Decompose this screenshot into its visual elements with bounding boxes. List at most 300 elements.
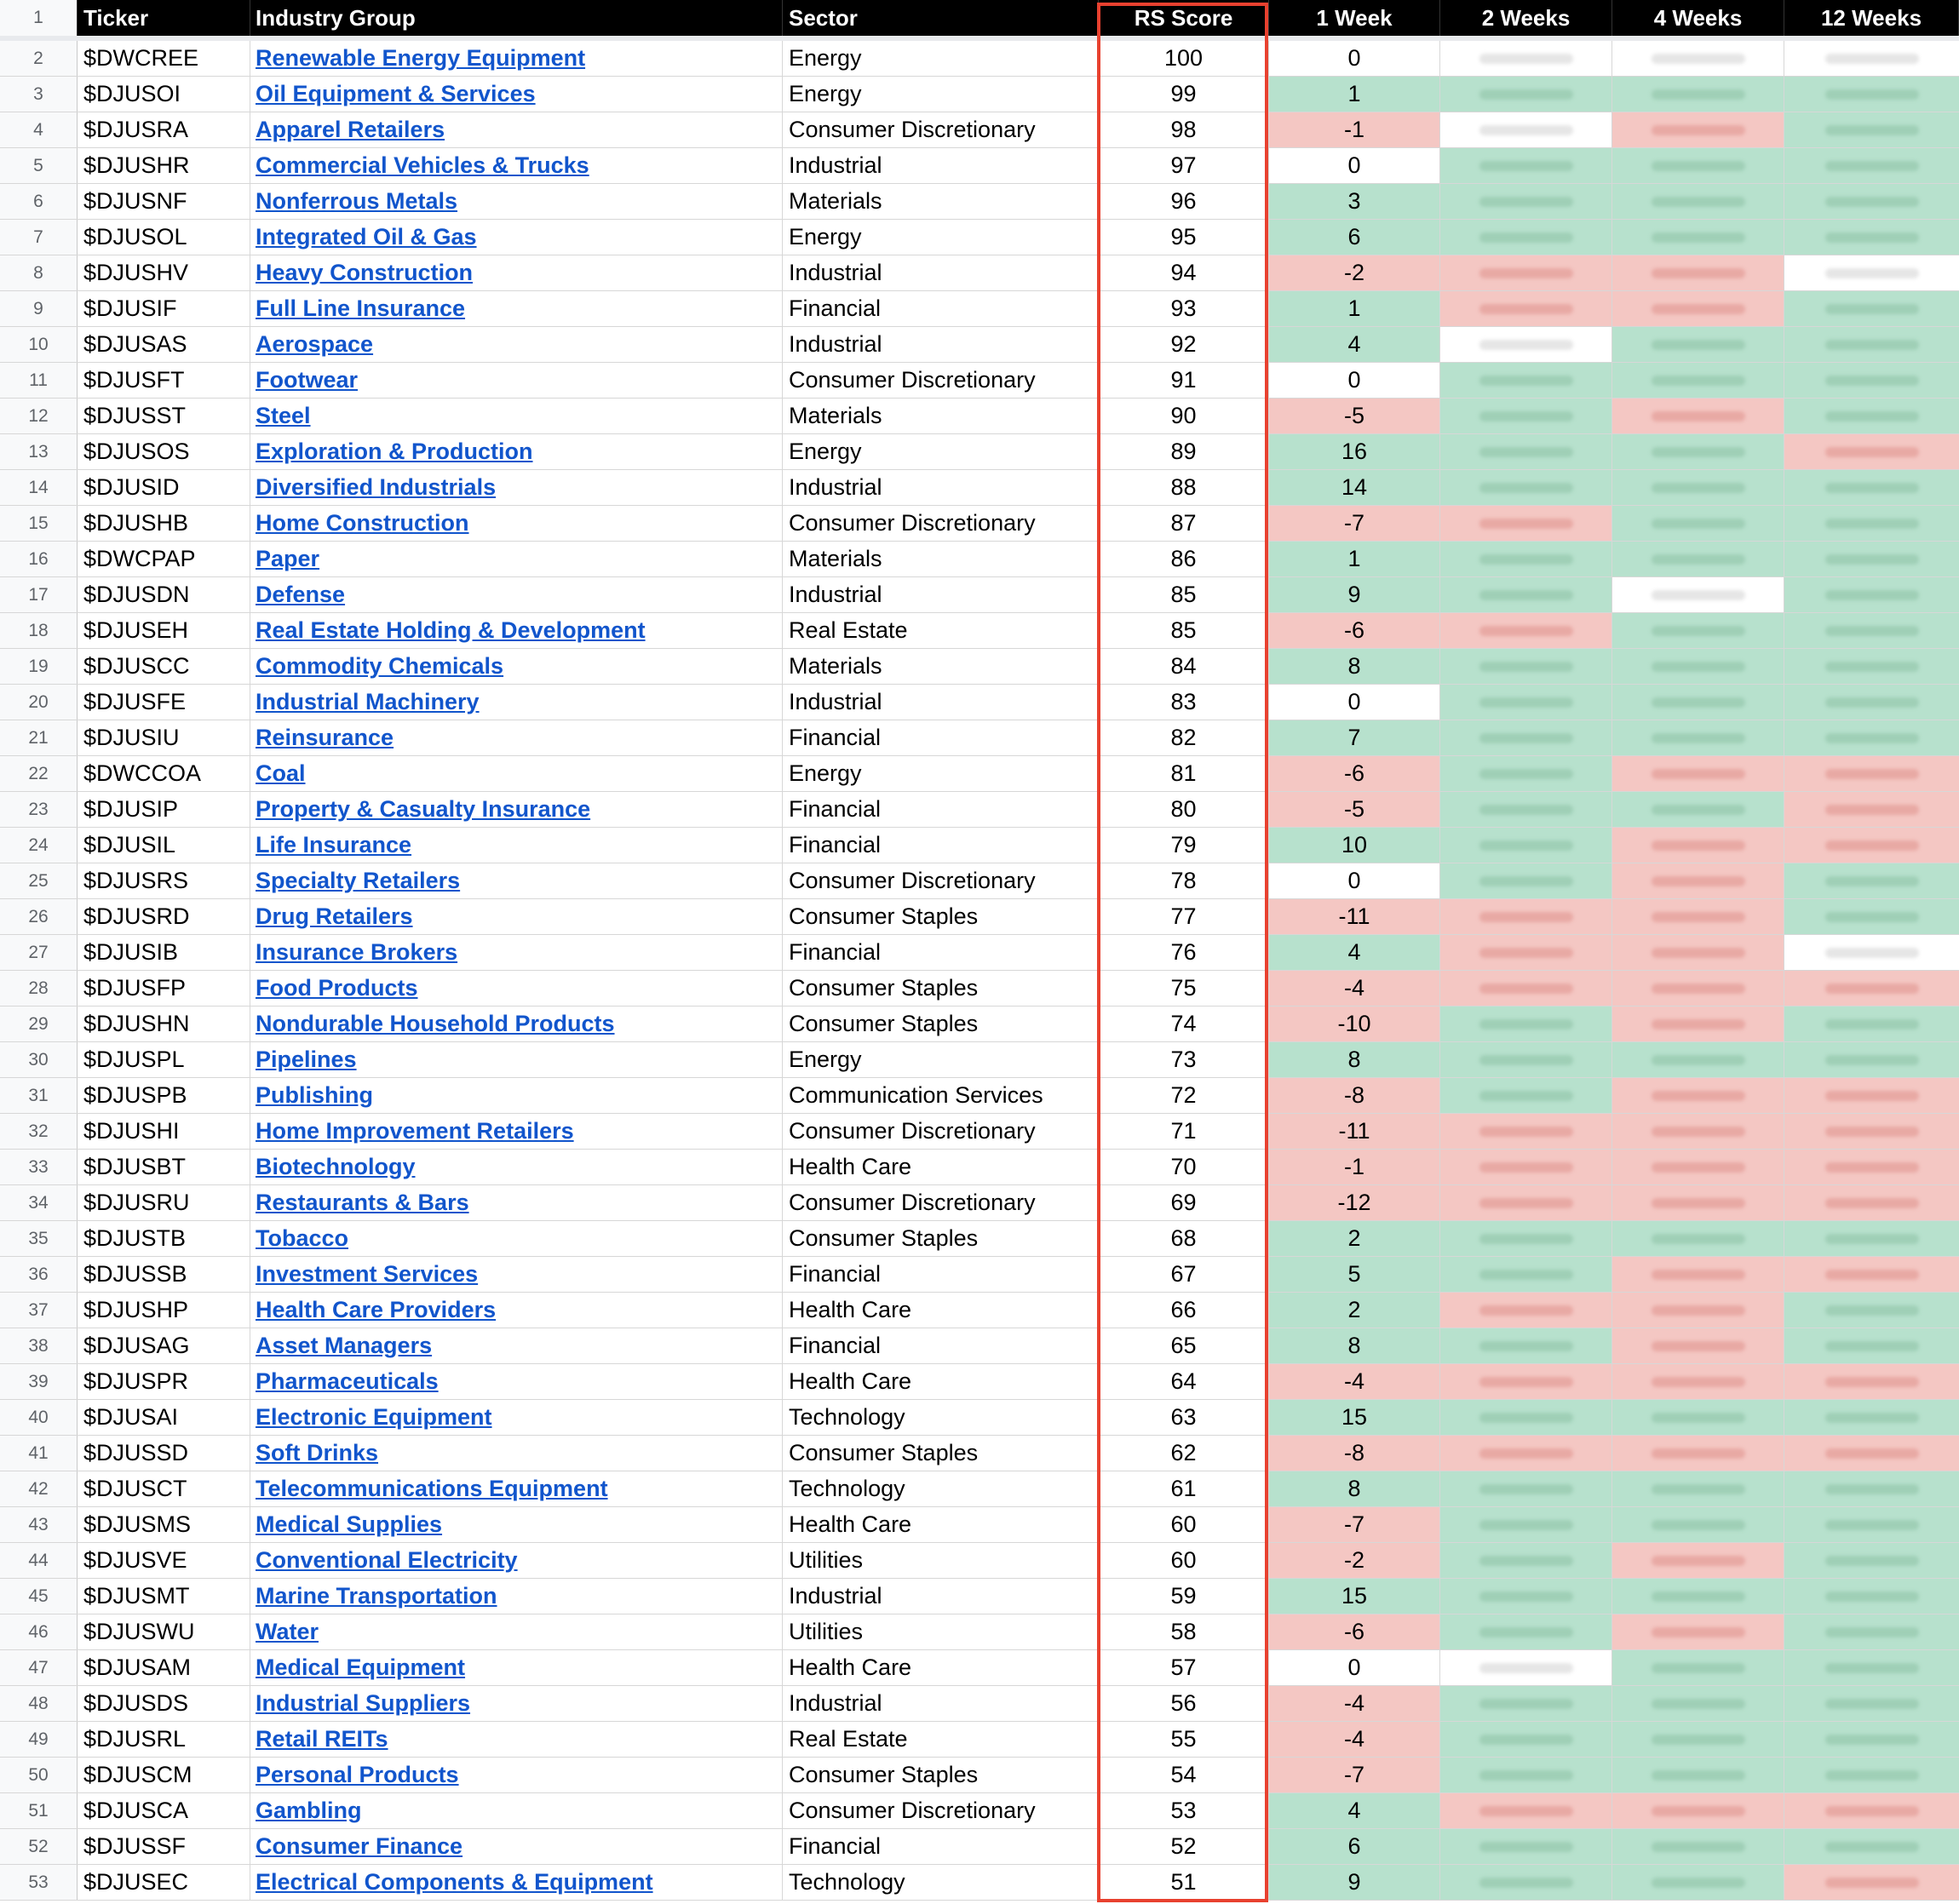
weeks-4-change-cell[interactable] [1612, 613, 1784, 648]
week-1-change-cell[interactable]: 0 [1269, 685, 1440, 720]
weeks-4-change-cell[interactable] [1612, 1257, 1784, 1292]
ticker-cell[interactable]: $DJUSEH [78, 613, 250, 648]
industry-group-cell[interactable] [250, 1758, 783, 1792]
rs-score-cell[interactable]: 60 [1099, 1507, 1269, 1542]
week-1-change-cell[interactable]: 0 [1269, 148, 1440, 183]
sector-cell[interactable]: Financial [783, 792, 1099, 827]
rs-score-cell[interactable]: 76 [1099, 935, 1269, 970]
industry-group-cell[interactable] [250, 1042, 783, 1077]
industry-group-link[interactable]: Commodity Chemicals [256, 653, 504, 679]
industry-group-link[interactable]: Food Products [256, 975, 418, 1001]
rs-score-cell[interactable]: 72 [1099, 1078, 1269, 1113]
weeks-2-change-cell[interactable] [1440, 1865, 1612, 1900]
sector-cell[interactable]: Industrial [783, 148, 1099, 183]
rs-score-cell[interactable]: 67 [1099, 1257, 1269, 1292]
ticker-cell[interactable]: $DJUSSF [78, 1829, 250, 1864]
weeks-4-change-cell[interactable] [1612, 1150, 1784, 1184]
weeks-2-change-cell[interactable] [1440, 1006, 1612, 1041]
row-number[interactable]: 37 [0, 1293, 78, 1328]
weeks-4-change-cell[interactable] [1612, 399, 1784, 433]
weeks-4-change-cell[interactable] [1612, 1865, 1784, 1900]
row-number[interactable]: 30 [0, 1042, 78, 1077]
industry-group-link[interactable]: Oil Equipment & Services [256, 81, 536, 106]
industry-group-link[interactable]: Conventional Electricity [256, 1547, 518, 1573]
weeks-4-change-cell[interactable] [1612, 1293, 1784, 1328]
weeks-12-change-cell[interactable] [1784, 399, 1959, 433]
row-number[interactable]: 46 [0, 1614, 78, 1649]
weeks-4-change-cell[interactable] [1612, 720, 1784, 755]
weeks-4-change-cell[interactable] [1612, 1078, 1784, 1113]
ticker-cell[interactable]: $DJUSHP [78, 1293, 250, 1328]
ticker-cell[interactable]: $DJUSNF [78, 184, 250, 219]
industry-group-cell[interactable] [250, 506, 783, 541]
week-1-change-cell[interactable]: 4 [1269, 327, 1440, 362]
weeks-4-change-cell[interactable] [1612, 863, 1784, 898]
industry-group-link[interactable]: Retail REITs [256, 1726, 388, 1752]
week-1-change-cell[interactable]: 8 [1269, 1042, 1440, 1077]
row-number[interactable]: 12 [0, 399, 78, 433]
sector-cell[interactable]: Financial [783, 720, 1099, 755]
weeks-2-change-cell[interactable] [1440, 613, 1612, 648]
sector-cell[interactable]: Technology [783, 1471, 1099, 1506]
industry-group-cell[interactable] [250, 470, 783, 505]
industry-group-cell[interactable] [250, 220, 783, 255]
ticker-cell[interactable]: $DJUSIU [78, 720, 250, 755]
weeks-4-change-cell[interactable] [1612, 1400, 1784, 1435]
industry-group-link[interactable]: Defense [256, 582, 346, 607]
weeks-4-change-cell[interactable] [1612, 1507, 1784, 1542]
weeks-4-change-cell[interactable] [1612, 77, 1784, 112]
industry-group-cell[interactable] [250, 363, 783, 398]
sector-cell[interactable]: Materials [783, 184, 1099, 219]
rs-score-cell[interactable]: 86 [1099, 542, 1269, 576]
industry-group-link[interactable]: Integrated Oil & Gas [256, 224, 477, 249]
weeks-12-change-cell[interactable] [1784, 1829, 1959, 1864]
industry-group-cell[interactable] [250, 1150, 783, 1184]
industry-group-cell[interactable] [250, 255, 783, 290]
sector-cell[interactable]: Materials [783, 649, 1099, 684]
weeks-4-change-cell[interactable] [1612, 1758, 1784, 1792]
row-number[interactable]: 32 [0, 1114, 78, 1149]
weeks-4-change-cell[interactable] [1612, 1614, 1784, 1649]
weeks-2-change-cell[interactable] [1440, 255, 1612, 290]
industry-group-cell[interactable] [250, 971, 783, 1006]
industry-group-link[interactable]: Aerospace [256, 331, 374, 357]
industry-group-cell[interactable] [250, 77, 783, 112]
weeks-2-change-cell[interactable] [1440, 1650, 1612, 1685]
weeks-12-change-cell[interactable] [1784, 720, 1959, 755]
week-1-change-cell[interactable]: 1 [1269, 77, 1440, 112]
week-1-change-cell[interactable]: -11 [1269, 1114, 1440, 1149]
week-1-change-cell[interactable]: 0 [1269, 863, 1440, 898]
ticker-cell[interactable]: $DJUSST [78, 399, 250, 433]
weeks-4-change-cell[interactable] [1612, 220, 1784, 255]
industry-group-cell[interactable] [250, 1078, 783, 1113]
weeks-4-change-cell[interactable] [1612, 828, 1784, 863]
row-number[interactable]: 14 [0, 470, 78, 505]
row-number[interactable]: 13 [0, 434, 78, 469]
sector-cell[interactable]: Health Care [783, 1293, 1099, 1328]
ticker-cell[interactable]: $DJUSHI [78, 1114, 250, 1149]
weeks-12-change-cell[interactable] [1784, 1436, 1959, 1471]
weeks-12-change-cell[interactable] [1784, 184, 1959, 219]
weeks-2-change-cell[interactable] [1440, 506, 1612, 541]
sector-cell[interactable]: Industrial [783, 1579, 1099, 1614]
sector-cell[interactable]: Energy [783, 434, 1099, 469]
weeks-2-change-cell[interactable] [1440, 1436, 1612, 1471]
ticker-cell[interactable]: $DJUSCM [78, 1758, 250, 1792]
industry-group-cell[interactable] [250, 1543, 783, 1578]
week-1-change-cell[interactable]: 2 [1269, 1221, 1440, 1256]
rs-score-cell[interactable]: 85 [1099, 577, 1269, 612]
weeks-2-change-cell[interactable] [1440, 971, 1612, 1006]
industry-group-link[interactable]: Telecommunications Equipment [256, 1476, 608, 1501]
industry-group-link[interactable]: Industrial Suppliers [256, 1690, 471, 1716]
row-number[interactable]: 24 [0, 828, 78, 863]
industry-group-cell[interactable] [250, 685, 783, 720]
row-number[interactable]: 49 [0, 1722, 78, 1757]
weeks-12-change-cell[interactable] [1784, 255, 1959, 290]
weeks-4-change-cell[interactable] [1612, 1042, 1784, 1077]
rs-score-cell[interactable]: 52 [1099, 1829, 1269, 1864]
weeks-2-change-cell[interactable] [1440, 148, 1612, 183]
row-number[interactable]: 38 [0, 1328, 78, 1363]
industry-group-link[interactable]: Home Construction [256, 510, 469, 536]
weeks-12-change-cell[interactable] [1784, 1865, 1959, 1900]
ticker-cell[interactable]: $DJUSIP [78, 792, 250, 827]
industry-group-cell[interactable] [250, 1650, 783, 1685]
ticker-cell[interactable]: $DJUSIF [78, 291, 250, 326]
week-1-change-cell[interactable]: 15 [1269, 1579, 1440, 1614]
sector-cell[interactable]: Consumer Discretionary [783, 1114, 1099, 1149]
industry-group-link[interactable]: Tobacco [256, 1225, 349, 1251]
row-number[interactable]: 47 [0, 1650, 78, 1685]
industry-group-cell[interactable] [250, 41, 783, 76]
weeks-12-change-cell[interactable] [1784, 863, 1959, 898]
rs-score-cell[interactable]: 98 [1099, 112, 1269, 147]
weeks-4-change-cell[interactable] [1612, 148, 1784, 183]
industry-group-cell[interactable] [250, 577, 783, 612]
ticker-cell[interactable]: $DJUSDN [78, 577, 250, 612]
weeks-2-change-cell[interactable] [1440, 828, 1612, 863]
ticker-cell[interactable]: $DJUSDS [78, 1686, 250, 1721]
industry-group-cell[interactable] [250, 112, 783, 147]
weeks-12-change-cell[interactable] [1784, 291, 1959, 326]
rs-score-cell[interactable]: 60 [1099, 1543, 1269, 1578]
weeks-4-change-cell[interactable] [1612, 1471, 1784, 1506]
weeks-4-change-cell[interactable] [1612, 184, 1784, 219]
weeks-4-change-cell[interactable] [1612, 1221, 1784, 1256]
row-number[interactable]: 45 [0, 1579, 78, 1614]
column-header-4-weeks[interactable]: 4 Weeks [1612, 0, 1784, 36]
ticker-cell[interactable]: $DJUSMT [78, 1579, 250, 1614]
row-number[interactable]: 27 [0, 935, 78, 970]
rs-score-cell[interactable]: 62 [1099, 1436, 1269, 1471]
weeks-4-change-cell[interactable] [1612, 1722, 1784, 1757]
rs-score-cell[interactable]: 57 [1099, 1650, 1269, 1685]
weeks-2-change-cell[interactable] [1440, 1829, 1612, 1864]
weeks-4-change-cell[interactable] [1612, 1829, 1784, 1864]
rs-score-cell[interactable]: 75 [1099, 971, 1269, 1006]
weeks-2-change-cell[interactable] [1440, 649, 1612, 684]
week-1-change-cell[interactable]: -6 [1269, 1614, 1440, 1649]
industry-group-link[interactable]: Home Improvement Retailers [256, 1118, 574, 1144]
week-1-change-cell[interactable]: -8 [1269, 1078, 1440, 1113]
row-number[interactable]: 21 [0, 720, 78, 755]
week-1-change-cell[interactable]: -7 [1269, 1507, 1440, 1542]
industry-group-link[interactable]: Nonferrous Metals [256, 188, 458, 214]
rs-score-cell[interactable]: 64 [1099, 1364, 1269, 1399]
sector-cell[interactable]: Consumer Staples [783, 1006, 1099, 1041]
industry-group-cell[interactable] [250, 291, 783, 326]
industry-group-cell[interactable] [250, 649, 783, 684]
week-1-change-cell[interactable]: -4 [1269, 1364, 1440, 1399]
ticker-cell[interactable]: $DJUSPL [78, 1042, 250, 1077]
row-number[interactable]: 35 [0, 1221, 78, 1256]
industry-group-cell[interactable] [250, 1114, 783, 1149]
weeks-4-change-cell[interactable] [1612, 291, 1784, 326]
industry-group-link[interactable]: Specialty Retailers [256, 868, 461, 893]
weeks-12-change-cell[interactable] [1784, 1185, 1959, 1220]
weeks-2-change-cell[interactable] [1440, 542, 1612, 576]
ticker-cell[interactable]: $DJUSFP [78, 971, 250, 1006]
week-1-change-cell[interactable]: 0 [1269, 41, 1440, 76]
ticker-cell[interactable]: $DJUSIL [78, 828, 250, 863]
weeks-2-change-cell[interactable] [1440, 327, 1612, 362]
rs-score-cell[interactable]: 78 [1099, 863, 1269, 898]
industry-group-link[interactable]: Coal [256, 760, 306, 786]
industry-group-cell[interactable] [250, 1614, 783, 1649]
week-1-change-cell[interactable]: -2 [1269, 1543, 1440, 1578]
industry-group-link[interactable]: Industrial Machinery [256, 689, 480, 714]
weeks-4-change-cell[interactable] [1612, 756, 1784, 791]
weeks-4-change-cell[interactable] [1612, 434, 1784, 469]
weeks-12-change-cell[interactable] [1784, 327, 1959, 362]
ticker-cell[interactable]: $DWCCOA [78, 756, 250, 791]
row-number[interactable]: 52 [0, 1829, 78, 1864]
industry-group-link[interactable]: Reinsurance [256, 725, 394, 750]
weeks-12-change-cell[interactable] [1784, 1006, 1959, 1041]
sector-cell[interactable]: Health Care [783, 1364, 1099, 1399]
industry-group-link[interactable]: Gambling [256, 1798, 362, 1823]
industry-group-cell[interactable] [250, 1722, 783, 1757]
sector-cell[interactable]: Utilities [783, 1543, 1099, 1578]
industry-group-link[interactable]: Footwear [256, 367, 359, 393]
rs-score-cell[interactable]: 99 [1099, 77, 1269, 112]
ticker-cell[interactable]: $DJUSHN [78, 1006, 250, 1041]
industry-group-link[interactable]: Medical Supplies [256, 1511, 443, 1537]
ticker-cell[interactable]: $DJUSAM [78, 1650, 250, 1685]
industry-group-link[interactable]: Property & Casualty Insurance [256, 796, 591, 822]
week-1-change-cell[interactable]: -6 [1269, 756, 1440, 791]
weeks-2-change-cell[interactable] [1440, 1042, 1612, 1077]
row-number[interactable]: 43 [0, 1507, 78, 1542]
week-1-change-cell[interactable]: 4 [1269, 935, 1440, 970]
weeks-2-change-cell[interactable] [1440, 184, 1612, 219]
sector-cell[interactable]: Consumer Staples [783, 1221, 1099, 1256]
week-1-change-cell[interactable]: -7 [1269, 1758, 1440, 1792]
weeks-2-change-cell[interactable] [1440, 1758, 1612, 1792]
sector-cell[interactable]: Consumer Staples [783, 1436, 1099, 1471]
weeks-12-change-cell[interactable] [1784, 649, 1959, 684]
industry-group-cell[interactable] [250, 1257, 783, 1292]
industry-group-link[interactable]: Soft Drinks [256, 1440, 379, 1465]
industry-group-cell[interactable] [250, 1471, 783, 1506]
industry-group-cell[interactable] [250, 1328, 783, 1363]
column-header-12-weeks[interactable]: 12 Weeks [1784, 0, 1959, 36]
row-number[interactable]: 39 [0, 1364, 78, 1399]
sector-cell[interactable]: Consumer Discretionary [783, 1793, 1099, 1828]
week-1-change-cell[interactable]: 8 [1269, 1471, 1440, 1506]
ticker-cell[interactable]: $DJUSRD [78, 899, 250, 934]
row-number[interactable]: 50 [0, 1758, 78, 1792]
sector-cell[interactable]: Financial [783, 291, 1099, 326]
week-1-change-cell[interactable]: -1 [1269, 1150, 1440, 1184]
weeks-4-change-cell[interactable] [1612, 649, 1784, 684]
sector-cell[interactable]: Consumer Staples [783, 1758, 1099, 1792]
industry-group-link[interactable]: Marine Transportation [256, 1583, 497, 1609]
weeks-2-change-cell[interactable] [1440, 41, 1612, 76]
weeks-2-change-cell[interactable] [1440, 935, 1612, 970]
weeks-4-change-cell[interactable] [1612, 506, 1784, 541]
sector-cell[interactable]: Financial [783, 1829, 1099, 1864]
industry-group-cell[interactable] [250, 327, 783, 362]
row-number[interactable]: 48 [0, 1686, 78, 1721]
industry-group-cell[interactable] [250, 792, 783, 827]
industry-group-cell[interactable] [250, 1185, 783, 1220]
industry-group-link[interactable]: Insurance Brokers [256, 939, 458, 965]
sector-cell[interactable]: Industrial [783, 685, 1099, 720]
weeks-4-change-cell[interactable] [1612, 1543, 1784, 1578]
row-number[interactable]: 9 [0, 291, 78, 326]
industry-group-link[interactable]: Pipelines [256, 1047, 357, 1072]
industry-group-cell[interactable] [250, 1293, 783, 1328]
industry-group-cell[interactable] [250, 756, 783, 791]
weeks-4-change-cell[interactable] [1612, 363, 1784, 398]
week-1-change-cell[interactable]: -2 [1269, 255, 1440, 290]
industry-group-cell[interactable] [250, 899, 783, 934]
weeks-12-change-cell[interactable] [1784, 1078, 1959, 1113]
rs-score-cell[interactable]: 79 [1099, 828, 1269, 863]
weeks-2-change-cell[interactable] [1440, 1722, 1612, 1757]
rs-score-cell[interactable]: 90 [1099, 399, 1269, 433]
industry-group-link[interactable]: Health Care Providers [256, 1297, 497, 1322]
sector-cell[interactable]: Real Estate [783, 1722, 1099, 1757]
sector-cell[interactable]: Consumer Staples [783, 899, 1099, 934]
weeks-12-change-cell[interactable] [1784, 828, 1959, 863]
weeks-2-change-cell[interactable] [1440, 1400, 1612, 1435]
ticker-cell[interactable]: $DJUSID [78, 470, 250, 505]
sector-cell[interactable]: Financial [783, 1328, 1099, 1363]
industry-group-link[interactable]: Asset Managers [256, 1333, 433, 1358]
rs-score-cell[interactable]: 96 [1099, 184, 1269, 219]
weeks-12-change-cell[interactable] [1784, 542, 1959, 576]
ticker-cell[interactable]: $DJUSHV [78, 255, 250, 290]
industry-group-cell[interactable] [250, 1400, 783, 1435]
row-number[interactable]: 51 [0, 1793, 78, 1828]
row-number[interactable]: 34 [0, 1185, 78, 1220]
industry-group-cell[interactable] [250, 1865, 783, 1900]
industry-group-cell[interactable] [250, 1364, 783, 1399]
week-1-change-cell[interactable]: -4 [1269, 1686, 1440, 1721]
weeks-12-change-cell[interactable] [1784, 1507, 1959, 1542]
ticker-cell[interactable]: $DJUSOS [78, 434, 250, 469]
weeks-2-change-cell[interactable] [1440, 1471, 1612, 1506]
sector-cell[interactable]: Industrial [783, 577, 1099, 612]
ticker-cell[interactable]: $DJUSBT [78, 1150, 250, 1184]
sector-cell[interactable]: Industrial [783, 470, 1099, 505]
rs-score-cell[interactable]: 94 [1099, 255, 1269, 290]
column-header-rs-score[interactable]: RS Score [1099, 0, 1269, 36]
rs-score-cell[interactable]: 70 [1099, 1150, 1269, 1184]
industry-group-link[interactable]: Real Estate Holding & Development [256, 617, 646, 643]
rs-score-cell[interactable]: 58 [1099, 1614, 1269, 1649]
row-number[interactable]: 2 [0, 41, 78, 76]
row-number[interactable]: 22 [0, 756, 78, 791]
weeks-4-change-cell[interactable] [1612, 899, 1784, 934]
weeks-12-change-cell[interactable] [1784, 613, 1959, 648]
weeks-4-change-cell[interactable] [1612, 577, 1784, 612]
ticker-cell[interactable]: $DJUSPB [78, 1078, 250, 1113]
industry-group-cell[interactable] [250, 613, 783, 648]
weeks-2-change-cell[interactable] [1440, 792, 1612, 827]
industry-group-link[interactable]: Personal Products [256, 1762, 459, 1787]
weeks-4-change-cell[interactable] [1612, 1185, 1784, 1220]
weeks-4-change-cell[interactable] [1612, 1006, 1784, 1041]
ticker-cell[interactable]: $DJUSEC [78, 1865, 250, 1900]
rs-score-cell[interactable]: 71 [1099, 1114, 1269, 1149]
sector-cell[interactable]: Consumer Staples [783, 971, 1099, 1006]
sector-cell[interactable]: Real Estate [783, 613, 1099, 648]
week-1-change-cell[interactable]: 6 [1269, 1829, 1440, 1864]
rs-score-cell[interactable]: 61 [1099, 1471, 1269, 1506]
weeks-2-change-cell[interactable] [1440, 1364, 1612, 1399]
weeks-12-change-cell[interactable] [1784, 470, 1959, 505]
weeks-12-change-cell[interactable] [1784, 1042, 1959, 1077]
weeks-2-change-cell[interactable] [1440, 1150, 1612, 1184]
weeks-2-change-cell[interactable] [1440, 1793, 1612, 1828]
rs-score-cell[interactable]: 89 [1099, 434, 1269, 469]
weeks-4-change-cell[interactable] [1612, 112, 1784, 147]
rs-score-cell[interactable]: 74 [1099, 1006, 1269, 1041]
sector-cell[interactable]: Consumer Discretionary [783, 112, 1099, 147]
weeks-2-change-cell[interactable] [1440, 1185, 1612, 1220]
rs-score-cell[interactable]: 53 [1099, 1793, 1269, 1828]
sector-cell[interactable]: Financial [783, 828, 1099, 863]
rs-score-cell[interactable]: 95 [1099, 220, 1269, 255]
sector-cell[interactable]: Energy [783, 77, 1099, 112]
row-number[interactable]: 20 [0, 685, 78, 720]
ticker-cell[interactable]: $DJUSRU [78, 1185, 250, 1220]
sector-cell[interactable]: Utilities [783, 1614, 1099, 1649]
sector-cell[interactable]: Health Care [783, 1650, 1099, 1685]
weeks-2-change-cell[interactable] [1440, 1257, 1612, 1292]
ticker-cell[interactable]: $DJUSAS [78, 327, 250, 362]
week-1-change-cell[interactable]: 5 [1269, 1257, 1440, 1292]
row-number[interactable]: 17 [0, 577, 78, 612]
column-header-industry-group[interactable]: Industry Group [250, 0, 783, 36]
ticker-cell[interactable]: $DWCPAP [78, 542, 250, 576]
rs-score-cell[interactable]: 87 [1099, 506, 1269, 541]
industry-group-link[interactable]: Restaurants & Bars [256, 1190, 469, 1215]
weeks-2-change-cell[interactable] [1440, 112, 1612, 147]
ticker-cell[interactable]: $DJUSCT [78, 1471, 250, 1506]
weeks-12-change-cell[interactable] [1784, 220, 1959, 255]
weeks-12-change-cell[interactable] [1784, 1221, 1959, 1256]
weeks-12-change-cell[interactable] [1784, 1364, 1959, 1399]
weeks-12-change-cell[interactable] [1784, 506, 1959, 541]
rs-score-cell[interactable]: 73 [1099, 1042, 1269, 1077]
